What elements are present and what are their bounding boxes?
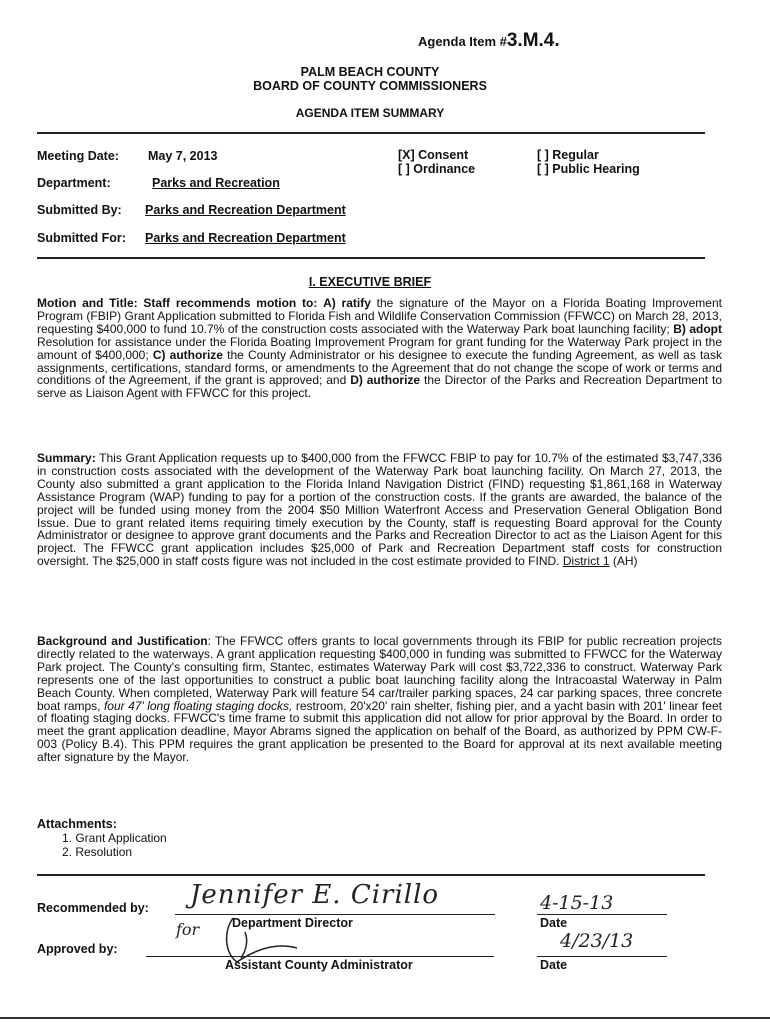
motion-d-text: the Director of the Parks and Recreation Department to serve as Liaison Agent with FFWCC for this project. [37, 373, 722, 401]
meeting-date: May 7, 2013 [148, 149, 218, 163]
motion-b-text: Resolution for assistance under the Florida Boating Improvement Program for grant funding for the Waterway Park project in the amount of $400,000; [37, 334, 722, 362]
background-text: The FFWCC offers grants to local governments through its FBIP for public recreation projects directly related to the waterways. A grant application requesting $400,000 in funding was submitted to FFWCC for the Waterway Park project. The County's consulting firm, Stantec, estimates Waterway Park will cost $3,722,336 to construct. Waterway Park represents one of the last opportunities to construct a public boat launching facility along the Intracoastal Waterway in Palm Beach County. When completed, Waterway Park will feature 54 car/trailer parking spaces, 24 car parking spaces, three concrete boat ramps, [37, 634, 723, 713]
county-name: PALM BEACH COUNTY [300, 65, 440, 79]
page-bottom-edge [0, 1017, 770, 1019]
recommended-date-label: Date [540, 916, 568, 930]
bottom-rule [37, 874, 705, 876]
summary-paragraph [37, 452, 722, 568]
approved-by-label: Approved by: [37, 942, 118, 956]
summary-initials: (AH) [612, 554, 638, 569]
submitted-by-label: Submitted By: [37, 203, 122, 217]
motion-c-text: the County Administrator or his designee to execute the funding Agreement, as well as task assignments, certifications, standard forms, or amendments to the Agreement that do not change the scope of work or terms and conditions of the Agreement, if the grant is approved; and [37, 347, 722, 388]
recommended-by-label: Recommended by: [37, 901, 149, 915]
recommended-date-line [537, 914, 667, 915]
recommended-title: Department Director [232, 916, 353, 930]
district-label: District 1 [562, 554, 610, 569]
motion-a-label: A) ratify [323, 296, 371, 310]
submitted-for-value: Parks and Recreation Department [145, 231, 346, 245]
submitted-by-value: Parks and Recreation Department [145, 203, 346, 217]
agenda-item-number [418, 30, 560, 52]
regular-checkbox: [ ] Regular [537, 148, 599, 162]
summary-title: AGENDA ITEM SUMMARY [295, 106, 445, 120]
approver-signature-scribble [215, 912, 305, 972]
consent-checkbox: [X] Consent [398, 148, 469, 162]
motion-b-label: B) adopt [673, 321, 722, 336]
for-mark: for [176, 920, 200, 939]
meeting-date-label: Meeting Date: [37, 149, 119, 163]
motion-a-text: the signature of the Mayor on a Florida Boating Improvement Program (FBIP) Grant Application submitted to Florida Fish and Wildlife Conservation Commission (FFWCC) on March 28, 2013, requesting $400,000 to fund 10.7% of the construction costs associated with the Waterway Park boat launching facility; [37, 296, 722, 336]
summary-label: Summary: [37, 451, 96, 465]
agenda-item-prefix: Agenda Item # [418, 34, 507, 49]
attachment-item: 2. Resolution [62, 845, 133, 859]
approved-date-value: 4/23/13 [560, 930, 634, 952]
submitted-for-label: Submitted For: [37, 231, 126, 245]
background-paragraph: Background and Justification: The FFWCC offers grants to local governments through its FBIP for public recreation projects directly related to the waterways. A grant application requesting $400,000 in funding was submitted to FFWCC for the Waterway Park project. The County's consulting firm, Stantec, estimates Waterway Park will cost $3,722,336 to construct. Waterway Park represents one of the last opportunities to construct a public boat launching facility along the Intracoastal Waterway in Palm Beach County. When completed, Waterway Park will feature 54 car/trailer parking spaces, 24 car parking spaces, three concrete boat ramps, four 47' long floating staging docks, restroom, 20'x20' rain shelter, fishing pier, and a yacht basin with 201' linear feet of floating staging docks. FFWCC's time frame to submit this application did not allow for prior approval by the Board. In order to meet the grant application deadline, Mayor Abrams signed the application on behalf of the Board, as authorized by PPM CW-F-003 (Policy B.4). This PPM requires the grant application be presented to the Board for approval at its next available meeting after signature by the Mayor. [37, 634, 723, 765]
approved-date-line [537, 956, 667, 957]
background-text-2: restroom, 20'x20' rain shelter, fishing pier, and a yacht basin with 201' linear feet of floating staging docks. FFWCC's time frame to submit this application did not allow for prior approval by the Board. In order to meet the grant application deadline, Mayor Abrams signed the application on behalf of the Board, as authorized by PPM CW-F-003 (Policy B.4). This PPM requires the grant application be presented to the Board for approval at its next available meeting after signature by the Mayor. [37, 698, 722, 765]
motion-lead: Staff recommends motion to: [143, 296, 318, 310]
agenda-item-code: 3.M.4. [506, 30, 560, 51]
background-italic: four 47' long floating staging docks, [103, 698, 293, 713]
motion-c-label: C) authorize [152, 347, 223, 362]
department-value: Parks and Recreation [152, 176, 280, 190]
ordinance-checkbox: [ ] Ordinance [398, 162, 476, 176]
top-rule [37, 132, 705, 134]
approved-date-label: Date [540, 958, 568, 972]
middle-rule [37, 257, 705, 259]
approved-title: Assistant County Administrator [225, 958, 413, 972]
section-title: I. EXECUTIVE BRIEF [308, 275, 432, 289]
recommended-date-value: 4-15-13 [540, 892, 614, 914]
director-signature: Jennifer E. Cirillo [190, 880, 440, 910]
motion-d-label: D) authorize [350, 373, 421, 388]
department-label: Department: [37, 176, 111, 190]
background-label: Background and Justification [37, 634, 208, 648]
motion-label: Motion and Title: [37, 296, 138, 310]
attachment-item: 1. Grant Application [62, 831, 167, 845]
board-name: BOARD OF COUNTY COMMISSIONERS [253, 79, 487, 93]
approved-signature-line [146, 956, 494, 957]
attachments-label: Attachments: [37, 817, 117, 831]
motion-paragraph [37, 297, 722, 400]
public-hearing-checkbox: [ ] Public Hearing [537, 162, 640, 176]
summary-text: This Grant Application requests up to $400,000 from the FFWCC FBIP to pay for 10.7% of the estimated $3,747,336 in construction costs associated with the development of the Waterway Park boat launching facility. On March 27, 2013, the County also submitted a grant application to the Florida Inland Navigation District (FIND) requesting $1,861,168 in Waterway Assistance Program (WAP) funding to pay for a portion of the construction costs. If the grants are awarded, the balance of the project will be funded using money from the 2004 $50 Million Waterfront Access and Preservation General Obligation Bond Issue. Due to grant related items requiring timely execution by the County, staff is requesting Board approval for the County Administrator or designee to approve grant documents and the Parks and Recreation Director to act as the Liaison Agent for this project. The FFWCC grant application includes $25,000 of Park and Recreation Department staff costs for construction oversight. The $25,000 in staff costs figure was not included in the cost estimate provided to FIND. [37, 451, 723, 569]
